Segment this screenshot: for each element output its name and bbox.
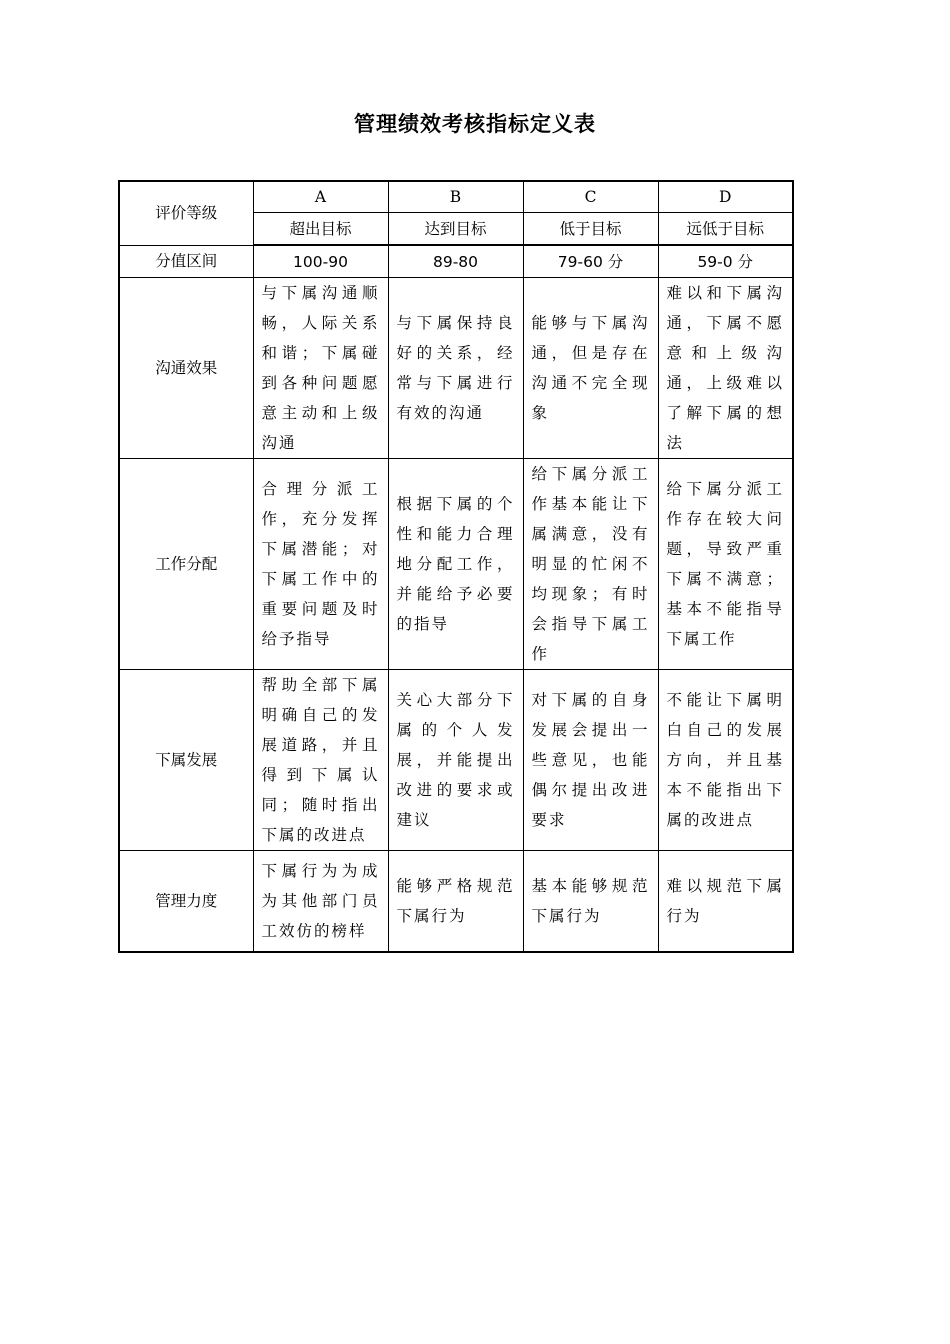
criterion-desc-d: 不能让下属明白自己的发展方向，并且基本不能指出下属的改进点 xyxy=(658,670,793,851)
grade-letter-b: B xyxy=(388,181,523,213)
criterion-desc-a: 与下属沟通顺畅，人际关系和谐；下属碰到各种问题愿意主动和上级沟通 xyxy=(253,278,388,459)
criterion-row-communication xyxy=(119,278,793,459)
criterion-desc-d: 给下属分派工作存在较大问题，导致严重下属不满意；基本不能指导下属工作 xyxy=(658,459,793,670)
criterion-name: 管理力度 xyxy=(119,851,253,953)
criterion-desc-c: 对下属的自身发展会提出一些意见，也能偶尔提出改进要求 xyxy=(523,670,658,851)
criterion-name: 下属发展 xyxy=(119,670,253,851)
grade-name-d: 远低于目标 xyxy=(658,213,793,246)
score-range-b: 89-80 xyxy=(388,245,523,278)
criterion-desc-b: 与下属保持良好的关系，经常与下属进行有效的沟通 xyxy=(388,278,523,459)
kpi-definition-table xyxy=(118,180,794,953)
grade-name-b: 达到目标 xyxy=(388,213,523,246)
document-title: 管理绩效考核指标定义表 xyxy=(354,112,596,136)
grade-letter-c: C xyxy=(523,181,658,213)
grade-name-c: 低于目标 xyxy=(523,213,658,246)
criterion-desc-d: 难以规范下属行为 xyxy=(658,851,793,953)
grade-name-a: 超出目标 xyxy=(253,213,388,246)
score-range-row xyxy=(119,245,793,278)
criterion-row-management-strength xyxy=(119,851,793,953)
criterion-row-work-assignment xyxy=(119,459,793,670)
criterion-desc-c: 给下属分派工作基本能让下属满意，没有明显的忙闲不均现象；有时会指导下属工作 xyxy=(523,459,658,670)
criterion-desc-a: 帮助全部下属明确自己的发展道路，并且得到下属认同；随时指出下属的改进点 xyxy=(253,670,388,851)
grade-letter-d: D xyxy=(658,181,793,213)
criterion-desc-a: 下属行为为成为其他部门员工效仿的榜样 xyxy=(253,851,388,953)
criterion-desc-b: 根据下属的个性和能力合理地分配工作，并能给予必要的指导 xyxy=(388,459,523,670)
rating-level-label: 评价等级 xyxy=(119,181,253,245)
score-range-a: 100-90 xyxy=(253,245,388,278)
criterion-name: 沟通效果 xyxy=(119,278,253,459)
criterion-desc-a: 合理分派工作，充分发挥下属潜能；对下属工作中的重要问题及时给予指导 xyxy=(253,459,388,670)
criterion-desc-b: 关心大部分下属的个人发展，并能提出改进的要求或建议 xyxy=(388,670,523,851)
grade-letter-a: A xyxy=(253,181,388,213)
criterion-desc-c: 基本能够规范下属行为 xyxy=(523,851,658,953)
score-range-c: 79-60 分 xyxy=(523,245,658,278)
criterion-desc-b: 能够严格规范下属行为 xyxy=(388,851,523,953)
score-range-d: 59-0 分 xyxy=(658,245,793,278)
grade-letter-row xyxy=(119,181,793,213)
criterion-row-subordinate-development xyxy=(119,670,793,851)
criterion-desc-c: 能够与下属沟通，但是存在沟通不完全现象 xyxy=(523,278,658,459)
criterion-name: 工作分配 xyxy=(119,459,253,670)
score-range-label: 分值区间 xyxy=(119,245,253,278)
criterion-desc-d: 难以和下属沟通，下属不愿意和上级沟通，上级难以了解下属的想法 xyxy=(658,278,793,459)
